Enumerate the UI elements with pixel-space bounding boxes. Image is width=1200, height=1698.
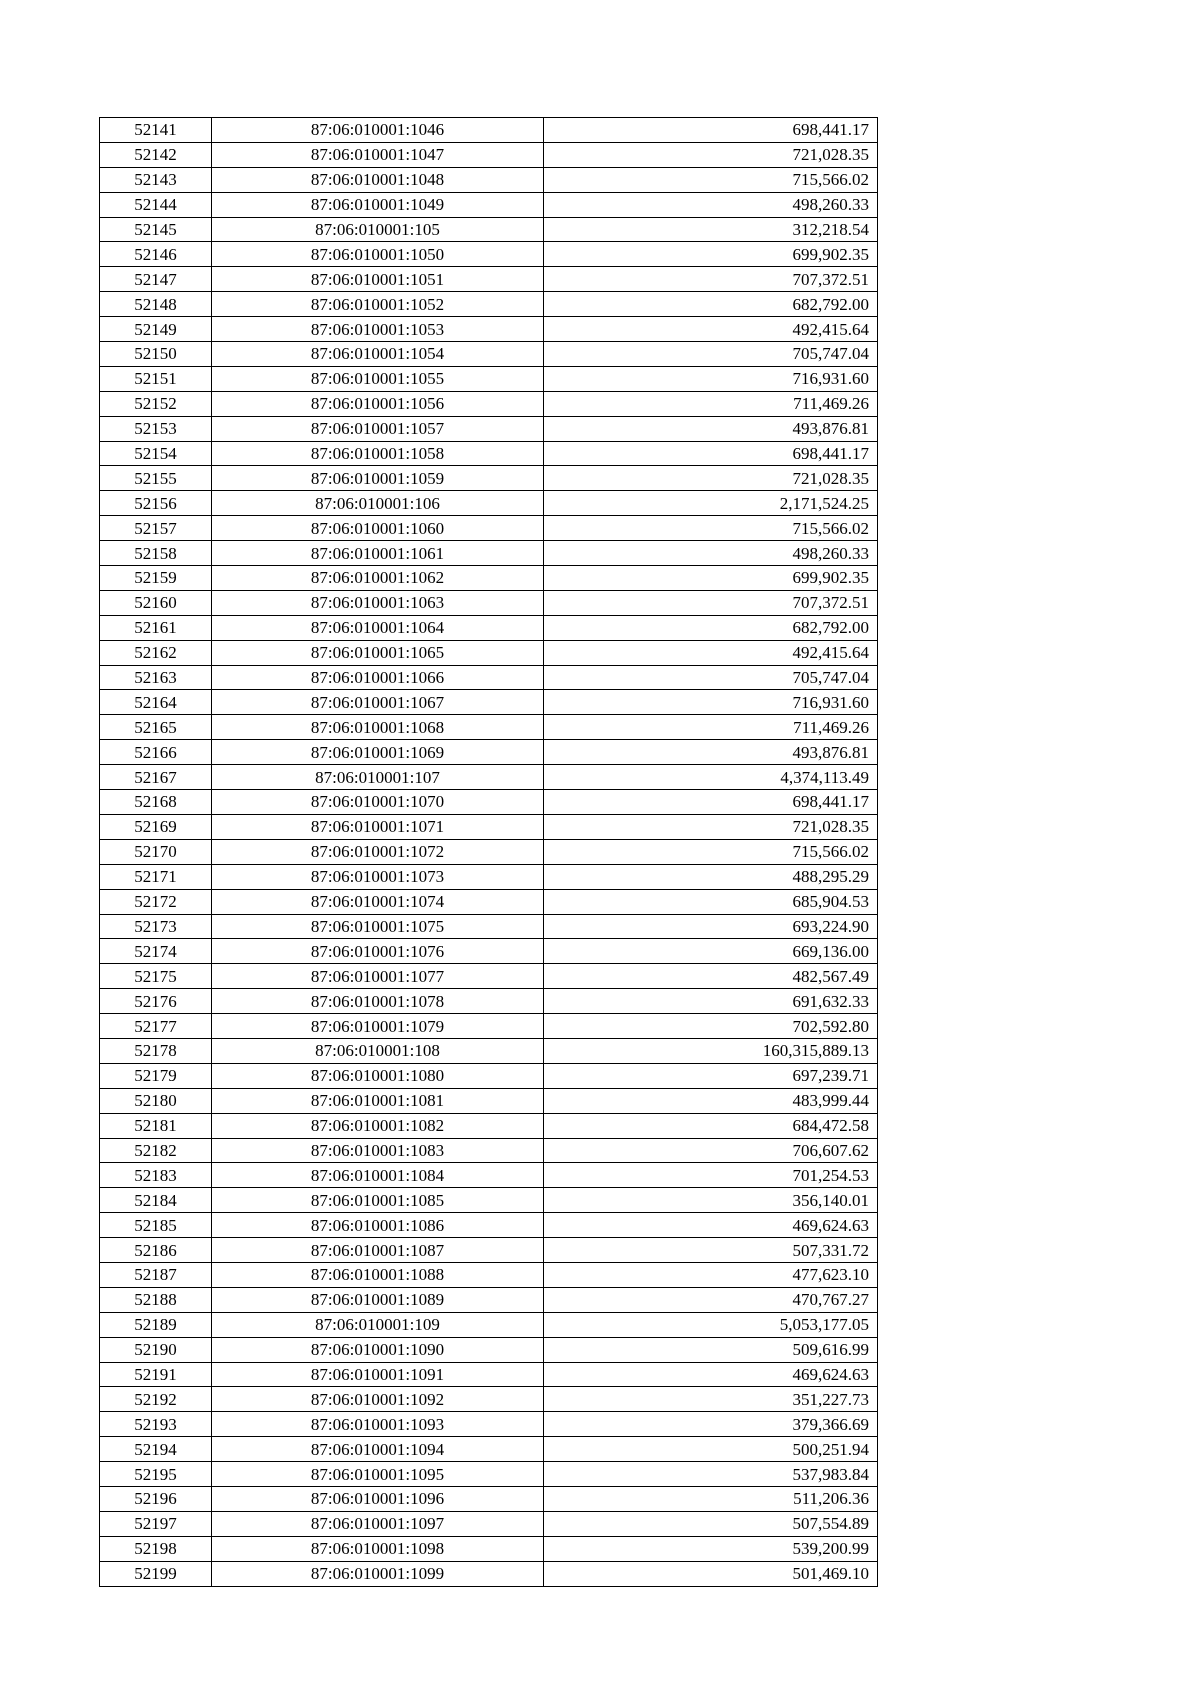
table-row bbox=[100, 1412, 878, 1437]
table-row bbox=[100, 267, 878, 292]
cadastral-number-cell: 87:06:010001:1075 bbox=[212, 914, 544, 939]
value-cell: 312,218.54 bbox=[544, 217, 878, 242]
table-row bbox=[100, 964, 878, 989]
row-number-cell: 52159 bbox=[100, 566, 212, 591]
cadastral-number-cell: 87:06:010001:1051 bbox=[212, 267, 544, 292]
table-row bbox=[100, 864, 878, 889]
value-cell: 715,566.02 bbox=[544, 167, 878, 192]
cadastral-number-cell: 87:06:010001:1061 bbox=[212, 541, 544, 566]
table-row bbox=[100, 317, 878, 342]
cadastral-number-cell: 87:06:010001:1099 bbox=[212, 1561, 544, 1586]
cadastral-number-cell: 87:06:010001:1091 bbox=[212, 1362, 544, 1387]
row-number-cell: 52173 bbox=[100, 914, 212, 939]
row-number-cell: 52186 bbox=[100, 1238, 212, 1263]
row-number-cell: 52146 bbox=[100, 242, 212, 267]
row-number-cell: 52178 bbox=[100, 1038, 212, 1063]
row-number-cell: 52151 bbox=[100, 366, 212, 391]
value-cell: 711,469.26 bbox=[544, 715, 878, 740]
value-cell: 539,200.99 bbox=[544, 1536, 878, 1561]
value-cell: 711,469.26 bbox=[544, 391, 878, 416]
value-cell: 682,792.00 bbox=[544, 292, 878, 317]
value-cell: 699,902.35 bbox=[544, 242, 878, 267]
value-cell: 469,624.63 bbox=[544, 1213, 878, 1238]
cadastral-number-cell: 87:06:010001:1085 bbox=[212, 1188, 544, 1213]
row-number-cell: 52180 bbox=[100, 1088, 212, 1113]
row-number-cell: 52169 bbox=[100, 814, 212, 839]
table-row bbox=[100, 441, 878, 466]
value-cell: 697,239.71 bbox=[544, 1063, 878, 1088]
cadastral-number-cell: 87:06:010001:1049 bbox=[212, 192, 544, 217]
value-cell: 469,624.63 bbox=[544, 1362, 878, 1387]
cadastral-number-cell: 87:06:010001:1055 bbox=[212, 366, 544, 391]
cadastral-number-cell: 87:06:010001:1070 bbox=[212, 790, 544, 815]
cadastral-number-cell: 87:06:010001:1071 bbox=[212, 814, 544, 839]
row-number-cell: 52187 bbox=[100, 1262, 212, 1287]
table-row bbox=[100, 1138, 878, 1163]
cadastral-number-cell: 87:06:010001:1079 bbox=[212, 1014, 544, 1039]
value-cell: 693,224.90 bbox=[544, 914, 878, 939]
value-cell: 2,171,524.25 bbox=[544, 491, 878, 516]
table-row bbox=[100, 1213, 878, 1238]
value-cell: 493,876.81 bbox=[544, 416, 878, 441]
row-number-cell: 52156 bbox=[100, 491, 212, 516]
cadastral-number-cell: 87:06:010001:1066 bbox=[212, 665, 544, 690]
row-number-cell: 52148 bbox=[100, 292, 212, 317]
row-number-cell: 52157 bbox=[100, 516, 212, 541]
table-row bbox=[100, 366, 878, 391]
cadastral-number-cell: 87:06:010001:107 bbox=[212, 765, 544, 790]
row-number-cell: 52183 bbox=[100, 1163, 212, 1188]
cadastral-number-cell: 87:06:010001:1077 bbox=[212, 964, 544, 989]
cadastral-number-cell: 87:06:010001:1054 bbox=[212, 342, 544, 367]
table-row bbox=[100, 1063, 878, 1088]
value-cell: 351,227.73 bbox=[544, 1387, 878, 1412]
table-row bbox=[100, 292, 878, 317]
table-row bbox=[100, 665, 878, 690]
value-cell: 498,260.33 bbox=[544, 541, 878, 566]
value-cell: 4,374,113.49 bbox=[544, 765, 878, 790]
cadastral-number-cell: 87:06:010001:1062 bbox=[212, 566, 544, 591]
table-row bbox=[100, 142, 878, 167]
row-number-cell: 52181 bbox=[100, 1113, 212, 1138]
value-cell: 507,554.89 bbox=[544, 1511, 878, 1536]
row-number-cell: 52191 bbox=[100, 1362, 212, 1387]
value-cell: 500,251.94 bbox=[544, 1437, 878, 1462]
value-cell: 483,999.44 bbox=[544, 1088, 878, 1113]
row-number-cell: 52160 bbox=[100, 590, 212, 615]
cadastral-number-cell: 87:06:010001:1096 bbox=[212, 1486, 544, 1511]
value-cell: 482,567.49 bbox=[544, 964, 878, 989]
table-row bbox=[100, 1511, 878, 1536]
cadastral-number-cell: 87:06:010001:1078 bbox=[212, 989, 544, 1014]
row-number-cell: 52150 bbox=[100, 342, 212, 367]
row-number-cell: 52147 bbox=[100, 267, 212, 292]
value-cell: 707,372.51 bbox=[544, 267, 878, 292]
cadastral-number-cell: 87:06:010001:1097 bbox=[212, 1511, 544, 1536]
table-row bbox=[100, 566, 878, 591]
row-number-cell: 52188 bbox=[100, 1287, 212, 1312]
value-cell: 684,472.58 bbox=[544, 1113, 878, 1138]
cadastral-number-cell: 87:06:010001:108 bbox=[212, 1038, 544, 1063]
cadastral-number-cell: 87:06:010001:1068 bbox=[212, 715, 544, 740]
value-cell: 507,331.72 bbox=[544, 1238, 878, 1263]
row-number-cell: 52141 bbox=[100, 118, 212, 143]
row-number-cell: 52189 bbox=[100, 1312, 212, 1337]
row-number-cell: 52149 bbox=[100, 317, 212, 342]
value-cell: 715,566.02 bbox=[544, 516, 878, 541]
value-cell: 492,415.64 bbox=[544, 317, 878, 342]
cadastral-number-cell: 87:06:010001:1047 bbox=[212, 142, 544, 167]
row-number-cell: 52182 bbox=[100, 1138, 212, 1163]
row-number-cell: 52190 bbox=[100, 1337, 212, 1362]
cadastral-number-cell: 87:06:010001:1065 bbox=[212, 640, 544, 665]
table-row bbox=[100, 1312, 878, 1337]
table-row bbox=[100, 391, 878, 416]
cadastral-number-cell: 87:06:010001:1057 bbox=[212, 416, 544, 441]
value-cell: 498,260.33 bbox=[544, 192, 878, 217]
row-number-cell: 52162 bbox=[100, 640, 212, 665]
value-cell: 706,607.62 bbox=[544, 1138, 878, 1163]
value-cell: 698,441.17 bbox=[544, 790, 878, 815]
table-body bbox=[100, 118, 878, 1587]
value-cell: 470,767.27 bbox=[544, 1287, 878, 1312]
cadastral-number-cell: 87:06:010001:1082 bbox=[212, 1113, 544, 1138]
table-row bbox=[100, 1163, 878, 1188]
value-cell: 715,566.02 bbox=[544, 839, 878, 864]
cadastral-number-cell: 87:06:010001:1056 bbox=[212, 391, 544, 416]
cadastral-number-cell: 87:06:010001:1094 bbox=[212, 1437, 544, 1462]
value-cell: 379,366.69 bbox=[544, 1412, 878, 1437]
table-row bbox=[100, 1561, 878, 1586]
cadastral-number-cell: 87:06:010001:1053 bbox=[212, 317, 544, 342]
row-number-cell: 52144 bbox=[100, 192, 212, 217]
data-table bbox=[99, 117, 878, 1587]
cadastral-number-cell: 87:06:010001:1076 bbox=[212, 939, 544, 964]
cadastral-number-cell: 87:06:010001:1092 bbox=[212, 1387, 544, 1412]
row-number-cell: 52192 bbox=[100, 1387, 212, 1412]
row-number-cell: 52158 bbox=[100, 541, 212, 566]
cadastral-number-cell: 87:06:010001:1064 bbox=[212, 615, 544, 640]
cadastral-number-cell: 87:06:010001:1088 bbox=[212, 1262, 544, 1287]
table-row bbox=[100, 1113, 878, 1138]
table-row bbox=[100, 1188, 878, 1213]
table-row bbox=[100, 989, 878, 1014]
table-row bbox=[100, 167, 878, 192]
cadastral-number-cell: 87:06:010001:1093 bbox=[212, 1412, 544, 1437]
row-number-cell: 52194 bbox=[100, 1437, 212, 1462]
value-cell: 5,053,177.05 bbox=[544, 1312, 878, 1337]
value-cell: 691,632.33 bbox=[544, 989, 878, 1014]
row-number-cell: 52165 bbox=[100, 715, 212, 740]
cadastral-number-cell: 87:06:010001:1074 bbox=[212, 889, 544, 914]
cadastral-number-cell: 87:06:010001:1073 bbox=[212, 864, 544, 889]
row-number-cell: 52163 bbox=[100, 665, 212, 690]
row-number-cell: 52174 bbox=[100, 939, 212, 964]
cadastral-number-cell: 87:06:010001:105 bbox=[212, 217, 544, 242]
row-number-cell: 52164 bbox=[100, 690, 212, 715]
table-row bbox=[100, 1287, 878, 1312]
value-cell: 716,931.60 bbox=[544, 366, 878, 391]
row-number-cell: 52161 bbox=[100, 615, 212, 640]
row-number-cell: 52155 bbox=[100, 466, 212, 491]
cadastral-number-cell: 87:06:010001:1050 bbox=[212, 242, 544, 267]
table-row bbox=[100, 640, 878, 665]
value-cell: 356,140.01 bbox=[544, 1188, 878, 1213]
row-number-cell: 52179 bbox=[100, 1063, 212, 1088]
cadastral-number-cell: 87:06:010001:109 bbox=[212, 1312, 544, 1337]
table-row bbox=[100, 715, 878, 740]
table-row bbox=[100, 1536, 878, 1561]
cadastral-number-cell: 87:06:010001:1060 bbox=[212, 516, 544, 541]
table-row bbox=[100, 416, 878, 441]
cadastral-number-cell: 87:06:010001:1058 bbox=[212, 441, 544, 466]
cadastral-number-cell: 87:06:010001:1067 bbox=[212, 690, 544, 715]
table-row bbox=[100, 541, 878, 566]
value-cell: 698,441.17 bbox=[544, 441, 878, 466]
table-row bbox=[100, 491, 878, 516]
table-row bbox=[100, 1337, 878, 1362]
row-number-cell: 52184 bbox=[100, 1188, 212, 1213]
cadastral-number-cell: 87:06:010001:1080 bbox=[212, 1063, 544, 1088]
value-cell: 702,592.80 bbox=[544, 1014, 878, 1039]
cadastral-number-cell: 87:06:010001:1046 bbox=[212, 118, 544, 143]
row-number-cell: 52199 bbox=[100, 1561, 212, 1586]
row-number-cell: 52195 bbox=[100, 1462, 212, 1487]
row-number-cell: 52193 bbox=[100, 1412, 212, 1437]
cadastral-number-cell: 87:06:010001:1081 bbox=[212, 1088, 544, 1113]
row-number-cell: 52185 bbox=[100, 1213, 212, 1238]
table-row bbox=[100, 217, 878, 242]
value-cell: 698,441.17 bbox=[544, 118, 878, 143]
value-cell: 669,136.00 bbox=[544, 939, 878, 964]
table-row bbox=[100, 939, 878, 964]
table-row bbox=[100, 839, 878, 864]
value-cell: 537,983.84 bbox=[544, 1462, 878, 1487]
value-cell: 701,254.53 bbox=[544, 1163, 878, 1188]
cadastral-number-cell: 87:06:010001:1083 bbox=[212, 1138, 544, 1163]
table-row bbox=[100, 192, 878, 217]
cadastral-number-cell: 87:06:010001:1052 bbox=[212, 292, 544, 317]
value-cell: 493,876.81 bbox=[544, 740, 878, 765]
row-number-cell: 52196 bbox=[100, 1486, 212, 1511]
row-number-cell: 52143 bbox=[100, 167, 212, 192]
value-cell: 477,623.10 bbox=[544, 1262, 878, 1287]
value-cell: 699,902.35 bbox=[544, 566, 878, 591]
table-row bbox=[100, 615, 878, 640]
table-row bbox=[100, 516, 878, 541]
table-row bbox=[100, 914, 878, 939]
table-row bbox=[100, 1486, 878, 1511]
table-row bbox=[100, 466, 878, 491]
row-number-cell: 52175 bbox=[100, 964, 212, 989]
table-row bbox=[100, 1387, 878, 1412]
table-row bbox=[100, 690, 878, 715]
cadastral-number-cell: 87:06:010001:1069 bbox=[212, 740, 544, 765]
table-row bbox=[100, 1262, 878, 1287]
cadastral-number-cell: 87:06:010001:1087 bbox=[212, 1238, 544, 1263]
table-row bbox=[100, 1437, 878, 1462]
row-number-cell: 52171 bbox=[100, 864, 212, 889]
value-cell: 160,315,889.13 bbox=[544, 1038, 878, 1063]
table-row bbox=[100, 889, 878, 914]
value-cell: 705,747.04 bbox=[544, 665, 878, 690]
table-row bbox=[100, 1038, 878, 1063]
row-number-cell: 52177 bbox=[100, 1014, 212, 1039]
table-row bbox=[100, 765, 878, 790]
value-cell: 509,616.99 bbox=[544, 1337, 878, 1362]
table-row bbox=[100, 242, 878, 267]
value-cell: 721,028.35 bbox=[544, 466, 878, 491]
table-row bbox=[100, 790, 878, 815]
value-cell: 682,792.00 bbox=[544, 615, 878, 640]
value-cell: 511,206.36 bbox=[544, 1486, 878, 1511]
cadastral-number-cell: 87:06:010001:106 bbox=[212, 491, 544, 516]
row-number-cell: 52166 bbox=[100, 740, 212, 765]
cadastral-number-cell: 87:06:010001:1063 bbox=[212, 590, 544, 615]
table-row bbox=[100, 1462, 878, 1487]
value-cell: 492,415.64 bbox=[544, 640, 878, 665]
cadastral-number-cell: 87:06:010001:1095 bbox=[212, 1462, 544, 1487]
value-cell: 488,295.29 bbox=[544, 864, 878, 889]
row-number-cell: 52172 bbox=[100, 889, 212, 914]
cadastral-number-cell: 87:06:010001:1084 bbox=[212, 1163, 544, 1188]
value-cell: 716,931.60 bbox=[544, 690, 878, 715]
row-number-cell: 52170 bbox=[100, 839, 212, 864]
table-row bbox=[100, 342, 878, 367]
cadastral-number-cell: 87:06:010001:1048 bbox=[212, 167, 544, 192]
row-number-cell: 52152 bbox=[100, 391, 212, 416]
row-number-cell: 52154 bbox=[100, 441, 212, 466]
table-row bbox=[100, 118, 878, 143]
table-row bbox=[100, 1014, 878, 1039]
value-cell: 501,469.10 bbox=[544, 1561, 878, 1586]
table-row bbox=[100, 590, 878, 615]
row-number-cell: 52176 bbox=[100, 989, 212, 1014]
table-row bbox=[100, 1088, 878, 1113]
value-cell: 685,904.53 bbox=[544, 889, 878, 914]
cadastral-number-cell: 87:06:010001:1086 bbox=[212, 1213, 544, 1238]
row-number-cell: 52153 bbox=[100, 416, 212, 441]
table-row bbox=[100, 814, 878, 839]
row-number-cell: 52168 bbox=[100, 790, 212, 815]
row-number-cell: 52197 bbox=[100, 1511, 212, 1536]
table-row bbox=[100, 1238, 878, 1263]
row-number-cell: 52145 bbox=[100, 217, 212, 242]
cadastral-number-cell: 87:06:010001:1089 bbox=[212, 1287, 544, 1312]
cadastral-number-cell: 87:06:010001:1090 bbox=[212, 1337, 544, 1362]
row-number-cell: 52198 bbox=[100, 1536, 212, 1561]
cadastral-number-cell: 87:06:010001:1059 bbox=[212, 466, 544, 491]
value-cell: 705,747.04 bbox=[544, 342, 878, 367]
row-number-cell: 52142 bbox=[100, 142, 212, 167]
row-number-cell: 52167 bbox=[100, 765, 212, 790]
value-cell: 707,372.51 bbox=[544, 590, 878, 615]
value-cell: 721,028.35 bbox=[544, 142, 878, 167]
table-row bbox=[100, 740, 878, 765]
table-row bbox=[100, 1362, 878, 1387]
cadastral-number-cell: 87:06:010001:1098 bbox=[212, 1536, 544, 1561]
cadastral-number-cell: 87:06:010001:1072 bbox=[212, 839, 544, 864]
value-cell: 721,028.35 bbox=[544, 814, 878, 839]
